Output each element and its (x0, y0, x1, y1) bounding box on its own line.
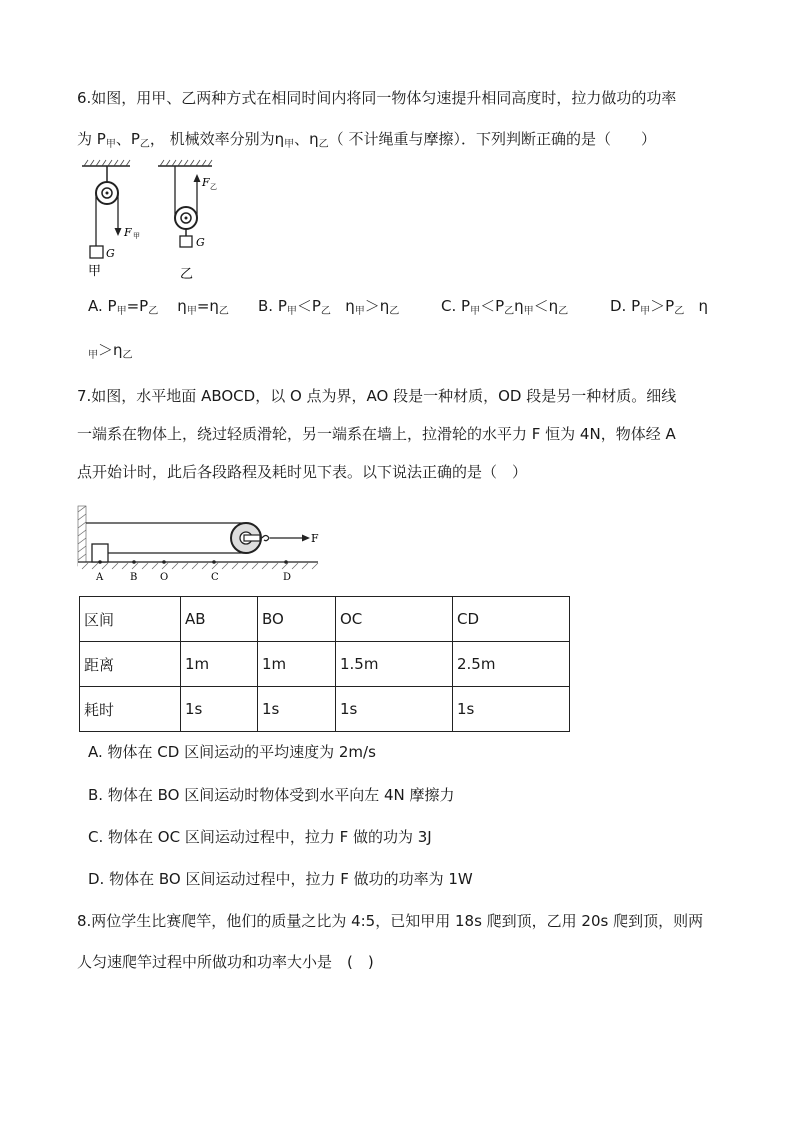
table-cell: 2.5m (453, 642, 570, 687)
text: =η (196, 297, 219, 315)
point-C-label: C (211, 572, 219, 583)
q7-stem-line2: 一端系在物体上，绕过轻质滑轮，另一端系在墙上，拉滑轮的水平力 F 恒为 4N，物体经 A (77, 425, 676, 443)
point-B-label: B (130, 572, 138, 583)
point-O-label: O (160, 572, 169, 583)
q6-pulley-figure (80, 158, 240, 286)
q7-option-a: A. 物体在 CD 区间运动的平均速度为 2m/s (88, 743, 376, 761)
text: η (345, 297, 355, 315)
q7-option-b: B. 物体在 BO 区间运动时物体受到水平向左 4N 摩擦力 (88, 786, 455, 804)
table-cell: CD (453, 597, 570, 642)
subscript: 乙 (148, 306, 159, 317)
q7-stem-line1: 7.如图，水平地面 ABOCD，以 O 点为界，AO 段是一种材质，OD 段是另一种材质。细线 (77, 387, 677, 405)
text: ＜P (480, 297, 505, 315)
subscript: 甲 (640, 306, 651, 317)
text: ＞η (364, 297, 390, 315)
subscript: 乙 (558, 306, 569, 317)
subscript: 甲 (105, 139, 116, 150)
text: η (698, 297, 709, 315)
text: C. P (441, 297, 471, 315)
subscript: 乙 (122, 350, 133, 361)
text: =P (126, 297, 149, 315)
point-D-label: D (283, 572, 292, 583)
subscript: 乙 (139, 139, 150, 150)
q8-stem-line2: 人匀速爬竿过程中所做功和功率大小是 ( ) (77, 953, 374, 971)
table-cell: 距离 (80, 642, 181, 687)
text: （ 不计绳重与摩擦）．下列判断正确的是（ ） (328, 130, 656, 148)
text: η (177, 297, 187, 315)
q6-stem-line2 (77, 129, 656, 152)
weight-G-label: G (106, 247, 115, 260)
q6-option-d-continued (88, 340, 133, 363)
subscript: 乙 (674, 306, 685, 317)
subscript: 甲 (286, 306, 297, 317)
q7-data-table (79, 596, 570, 732)
point-A-label: A (96, 572, 104, 583)
text: ＜P (296, 297, 321, 315)
subscript: 乙 (504, 306, 515, 317)
text: B. P (258, 297, 287, 315)
table-row (80, 642, 570, 687)
subscript: 甲 (523, 306, 534, 317)
table-cell: 1s (453, 687, 570, 732)
subscript: 乙 (320, 306, 331, 317)
fig-jia-label: 甲 (88, 264, 102, 279)
text: ＞η (98, 341, 123, 359)
table-cell: BO (258, 597, 336, 642)
q6-option-c (441, 296, 568, 319)
q7-stem-line3: 点开始计时，此后各段路程及耗时见下表。以下说法正确的是（ ） (77, 463, 528, 481)
text: ＜η (533, 297, 559, 315)
q8-stem-line1: 8.两位学生比赛爬竿，他们的质量之比为 4:5，已知甲用 18s 爬到顶，乙用 20s 爬到顶，则两 (77, 912, 704, 930)
table-cell: OC (336, 597, 453, 642)
table-cell: 1s (258, 687, 336, 732)
force-F-label: F (124, 226, 132, 239)
subscript: 甲 (284, 139, 295, 150)
q6-option-b (258, 296, 399, 319)
text: 为 P (77, 130, 106, 148)
q7-option-c: C. 物体在 OC 区间运动过程中，拉力 F 做的功为 3J (88, 828, 432, 846)
fig-yi-label: 乙 (180, 267, 194, 282)
text: D. P (610, 297, 641, 315)
q7-ground-pulley-figure (74, 502, 324, 586)
table-cell: 耗时 (80, 687, 181, 732)
q6-stem-line1: 6.如图，用甲、乙两种方式在相同时间内将同一物体匀速提升相同高度时，拉力做功的功率 (77, 89, 677, 107)
subscript: 甲 (116, 306, 127, 317)
text: ， 机械效率分别为η (149, 130, 285, 148)
force-F-label: F (202, 176, 210, 189)
subscript: 乙 (218, 306, 229, 317)
force-F-label: F (311, 532, 319, 545)
subscript: 甲 (186, 306, 197, 317)
text: A. P (88, 297, 117, 315)
weight-G-label: G (196, 236, 205, 249)
force-F-sub: 乙 (210, 183, 217, 191)
subscript: 乙 (318, 139, 329, 150)
table-row (80, 597, 570, 642)
text: 、P (115, 130, 140, 148)
text: η (514, 297, 524, 315)
table-cell: 1m (258, 642, 336, 687)
table-cell: 1.5m (336, 642, 453, 687)
table-cell: AB (181, 597, 258, 642)
subscript: 乙 (389, 306, 400, 317)
table-cell: 1s (336, 687, 453, 732)
q6-option-d (610, 296, 708, 319)
q6-option-a (88, 296, 229, 319)
force-F-sub: 甲 (133, 232, 140, 240)
q7-option-d: D. 物体在 BO 区间运动过程中，拉力 F 做功的功率为 1W (88, 870, 473, 888)
text: 、η (294, 130, 319, 148)
table-cell: 1m (181, 642, 258, 687)
table-cell: 1s (181, 687, 258, 732)
table-row (80, 687, 570, 732)
table-cell: 区间 (80, 597, 181, 642)
subscript: 甲 (354, 306, 365, 317)
text: ＞P (650, 297, 675, 315)
subscript: 甲 (470, 306, 481, 317)
subscript: 甲 (88, 350, 98, 361)
